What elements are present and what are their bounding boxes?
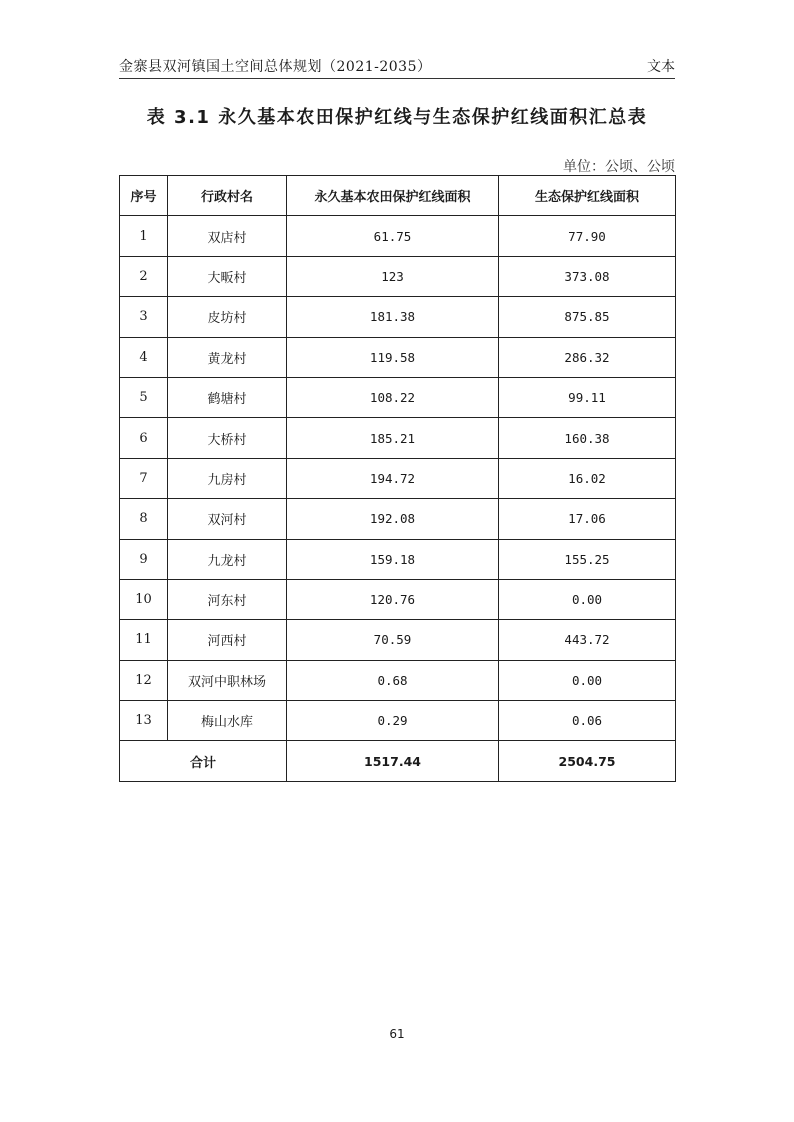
eco-area: 286.32 [499,337,676,377]
row-number: 13 [120,701,168,741]
column-header-farmland: 永久基本农田保护红线面积 [287,176,499,216]
table-row [120,620,676,660]
table-body [120,216,676,741]
table-row [120,660,676,700]
eco-area: 373.08 [499,256,676,296]
farmland-area: 181.38 [287,297,499,337]
eco-area: 875.85 [499,297,676,337]
village-name: 鹤塘村 [168,377,287,417]
village-name: 双河村 [168,499,287,539]
table-unit: 单位：公顷、公顷 [563,159,675,175]
eco-area: 155.25 [499,539,676,579]
eco-area: 0.00 [499,660,676,700]
village-name: 黄龙村 [168,337,287,377]
village-name: 河东村 [168,579,287,619]
page-number: 61 [389,1027,405,1041]
table-row [120,579,676,619]
farmland-area: 192.08 [287,499,499,539]
farmland-area: 0.29 [287,701,499,741]
row-number: 11 [120,620,168,660]
village-name: 大畈村 [168,256,287,296]
table-row [120,539,676,579]
farmland-area: 123 [287,256,499,296]
eco-area: 99.11 [499,377,676,417]
row-number: 1 [120,216,168,256]
column-header-eco: 生态保护红线面积 [499,176,676,216]
total-row [120,741,676,781]
row-number: 10 [120,579,168,619]
eco-area: 443.72 [499,620,676,660]
document-title: 金寨县双河镇国土空间总体规划（2021-2035） [119,59,432,75]
column-header-village: 行政村名 [168,176,287,216]
village-name: 大桥村 [168,418,287,458]
row-number: 3 [120,297,168,337]
village-name: 双河中职林场 [168,660,287,700]
table-row [120,297,676,337]
farmland-area: 119.58 [287,337,499,377]
total-label: 合计 [120,741,287,781]
farmland-area: 120.76 [287,579,499,619]
table-row [120,216,676,256]
farmland-area: 61.75 [287,216,499,256]
table-row [120,256,676,296]
farmland-area: 0.68 [287,660,499,700]
area-summary-table [119,175,676,782]
row-number: 7 [120,458,168,498]
row-number: 8 [120,499,168,539]
eco-area: 160.38 [499,418,676,458]
farmland-area: 108.22 [287,377,499,417]
row-number: 5 [120,377,168,417]
village-name: 九房村 [168,458,287,498]
section-label: 文本 [647,59,675,75]
row-number: 9 [120,539,168,579]
row-number: 2 [120,256,168,296]
table-title: 表 3.1 永久基本农田保护红线与生态保护红线面积汇总表 [146,107,648,128]
row-number: 4 [120,337,168,377]
village-name: 梅山水库 [168,701,287,741]
table-row [120,377,676,417]
village-name: 九龙村 [168,539,287,579]
table-row [120,337,676,377]
eco-area: 0.06 [499,701,676,741]
table-row [120,499,676,539]
row-number: 6 [120,418,168,458]
eco-area: 77.90 [499,216,676,256]
eco-area: 17.06 [499,499,676,539]
table-header-row [120,176,676,216]
village-name: 双店村 [168,216,287,256]
table-row [120,418,676,458]
farmland-area: 159.18 [287,539,499,579]
column-header-no: 序号 [120,176,168,216]
eco-area: 0.00 [499,579,676,619]
farmland-area: 194.72 [287,458,499,498]
table-row [120,701,676,741]
total-farmland: 1517.44 [287,741,499,781]
page-header [119,56,675,79]
row-number: 12 [120,660,168,700]
total-eco: 2504.75 [499,741,676,781]
village-name: 皮坊村 [168,297,287,337]
table-row [120,458,676,498]
farmland-area: 185.21 [287,418,499,458]
eco-area: 16.02 [499,458,676,498]
farmland-area: 70.59 [287,620,499,660]
village-name: 河西村 [168,620,287,660]
